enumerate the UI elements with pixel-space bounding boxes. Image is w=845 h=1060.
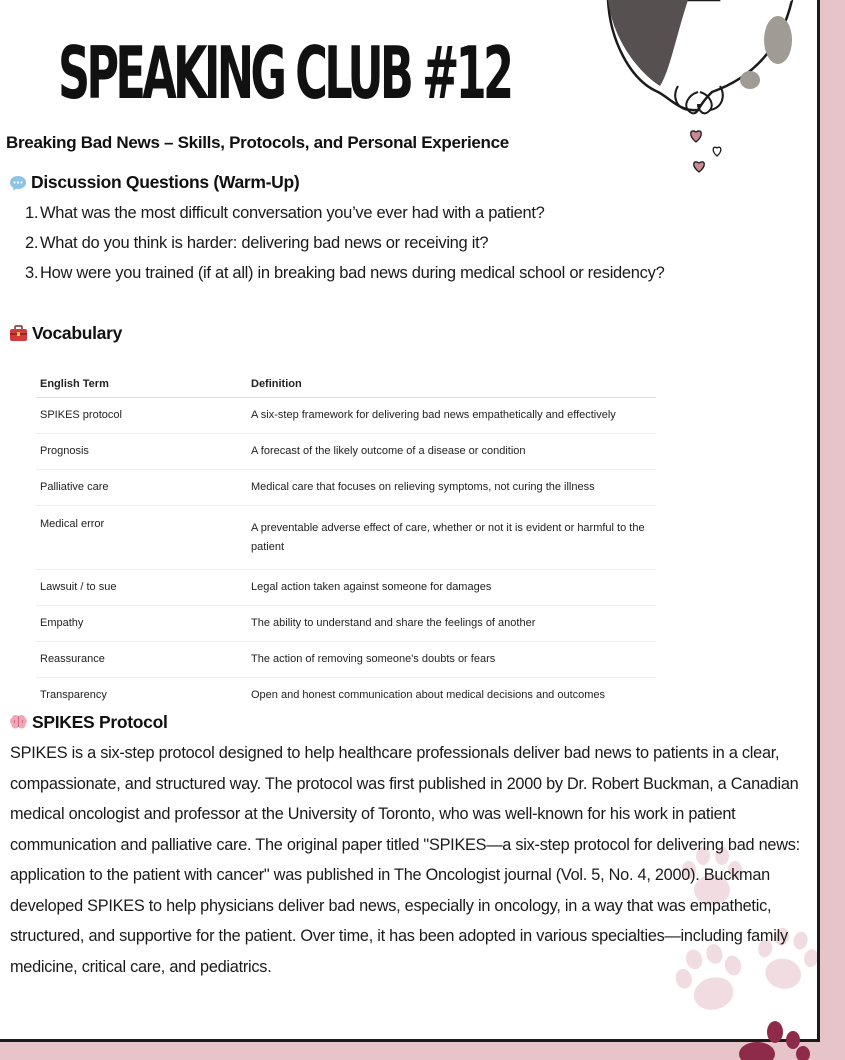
- table-row: [36, 678, 656, 714]
- table-row: [36, 570, 656, 606]
- spikes-paragraph: SPIKES is a six-step protocol designed to help healthcare professionals deliver bad news to patients in a clear, compassionate, and structured way. The protocol was first published in 2000 by Dr. Robert Buckman, a Canadian medical oncologist and professor at the University of Toronto, who was well-known for his work in patient communication and palliative care. The original paper titled "SPIKES—a six-step protocol for delivering bad news: application to the patient with cancer" was published in The Oncologist journal (Vol. 5, No. 4, 2000). Buckman developed SPIKES to help physicians deliver bad news, especially in oncology, in a way that was empathetic, structured, and supportive for the patient. Over time, it has been adopted in various specialties—including family medicine, critical care, and pediatrics.: [10, 744, 800, 976]
- definition-cell: Legal action taken against someone for damages: [247, 570, 656, 606]
- term-cell: Transparency: [40, 689, 107, 701]
- term-cell: Prognosis: [36, 434, 247, 470]
- definition-cell: Medical care that focuses on relieving symptoms, not curing the illness: [247, 470, 656, 506]
- vocabulary-heading-text: Vocabulary: [32, 323, 123, 343]
- definition-cell: A six-step framework for delivering bad news empathetically and effectively: [247, 398, 656, 434]
- table-row: [36, 506, 656, 570]
- discussion-heading-text: Discussion Questions (Warm-Up): [31, 172, 300, 192]
- question-text: How were you trained (if at all) in breaking bad news during medical school or residency?: [40, 264, 665, 282]
- spikes-heading-text: SPIKES Protocol: [32, 712, 168, 732]
- vocabulary-table: [36, 371, 656, 713]
- term-cell: Medical error: [36, 506, 247, 570]
- table-row: [36, 398, 656, 434]
- paw-print-icon: [735, 1020, 815, 1060]
- table-row: [36, 434, 656, 470]
- term-cell: Reassurance: [36, 642, 247, 678]
- table-row: [36, 470, 656, 506]
- question-text: What was the most difficult conversation you’ve ever had with a patient?: [40, 204, 545, 222]
- list-item: 2. What do you think is harder: delivering bad news or receiving it?: [25, 234, 489, 252]
- definition-cell: A forecast of the likely outcome of a disease or condition: [247, 434, 656, 470]
- term-cell: Palliative care: [36, 470, 247, 506]
- page-title: SPEAKING CLUB #12: [58, 31, 511, 115]
- spikes-heading: [9, 712, 168, 733]
- table-header-row: [36, 371, 656, 398]
- brain-icon: [9, 714, 28, 731]
- term-cell: SPIKES protocol: [36, 398, 247, 434]
- table-row: [36, 606, 656, 642]
- hearts-icon: [686, 126, 736, 178]
- column-header-term: English Term: [36, 371, 247, 398]
- definition-cell: Open and honest communication about medical decisions and outcomes: [251, 689, 606, 701]
- speech-bubble-icon: [9, 175, 27, 191]
- definition-cell: The ability to understand and share the feelings of another: [247, 606, 656, 642]
- table-row: [36, 642, 656, 678]
- list-item: 1. What was the most difficult conversation you’ve ever had with a patient?: [25, 204, 545, 222]
- definition-cell: The action of removing someone's doubts or fears: [247, 642, 656, 678]
- discussion-heading: [9, 172, 299, 193]
- vocabulary-heading: [9, 323, 122, 344]
- toolbox-icon: [9, 325, 28, 342]
- question-text: What do you think is harder: delivering bad news or receiving it?: [40, 234, 489, 252]
- cat-paws-illustration: [600, 0, 800, 125]
- term-cell: Empathy: [36, 606, 247, 642]
- term-cell: Lawsuit / to sue: [36, 570, 247, 606]
- definition-cell: A preventable adverse effect of care, whether or not it is evident or harmful to the patient: [247, 506, 656, 570]
- page-subtitle: Breaking Bad News – Skills, Protocols, and Personal Experience: [6, 133, 509, 152]
- question-list: [25, 202, 664, 292]
- list-item: 3. How were you trained (if at all) in breaking bad news during medical school or residency?: [25, 264, 665, 282]
- column-header-definition: Definition: [247, 371, 656, 398]
